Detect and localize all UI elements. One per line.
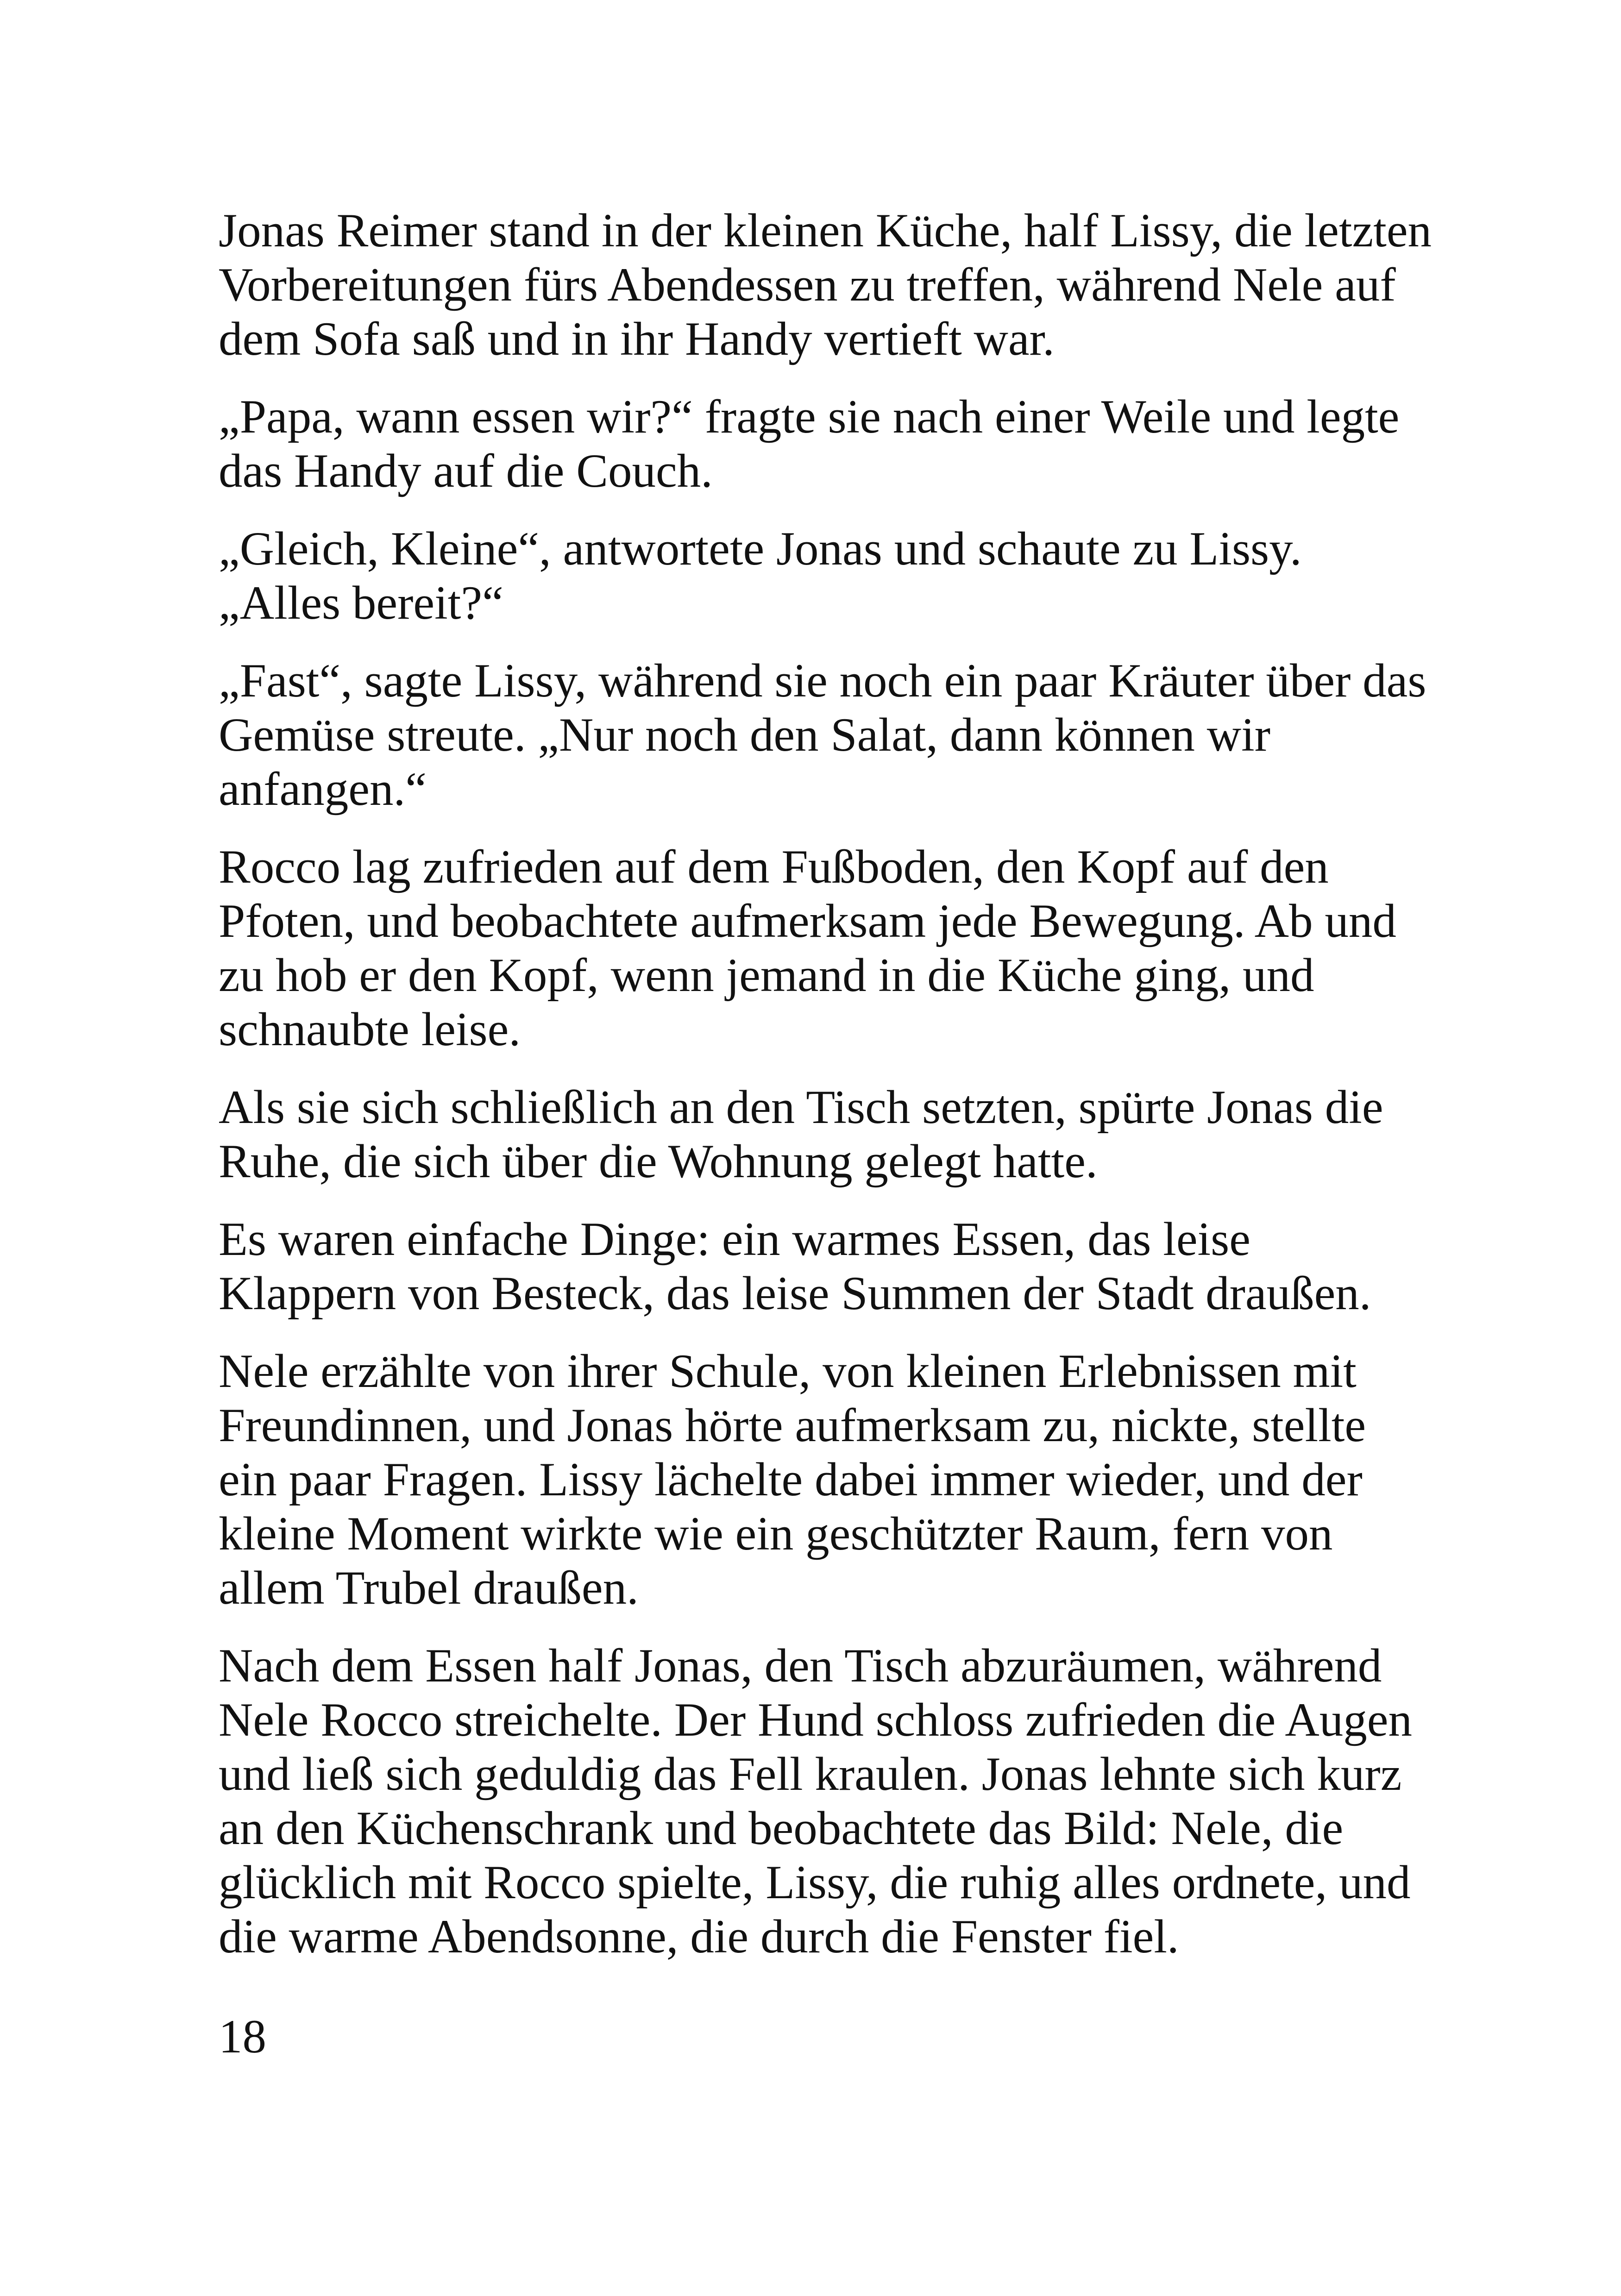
text-line: das Handy auf die Couch. [219,445,713,497]
text-line: dem Sofa saß und in ihr Handy vertieft war. [219,313,1055,365]
text-line: Gemüse streute. „Nur noch den Salat, dann können wir [219,709,1271,761]
text-line: zu hob er den Kopf, wenn jemand in die Küche ging, und [219,949,1314,1002]
text-line: kleine Moment wirkte wie ein geschützter Raum, fern von [219,1507,1333,1560]
paragraph [219,1080,1446,1189]
text-line: Rocco lag zufrieden auf dem Fußboden, den Kopf auf den [219,841,1329,893]
page-number: 18 [219,2010,266,2063]
text-line: Als sie sich schließlich an den Tisch setzten, spürte Jonas die [219,1081,1383,1134]
text-line: schnaubte leise. [219,1003,521,1056]
text-line: „Papa, wann essen wir?“ fragte sie nach einer Weile und legte [219,390,1400,443]
text-line: Freundinnen, und Jonas hörte aufmerksam zu, nickte, stellte [219,1399,1366,1452]
text-line: „Gleich, Kleine“, antwortete Jonas und schaute zu Lissy. [219,522,1302,575]
text-line: „Alles bereit?“ [219,577,503,629]
text-line: ein paar Fragen. Lissy lächelte dabei immer wieder, und der [219,1453,1363,1506]
text-line: die warme Abendsonne, die durch die Fenster fiel. [219,1910,1179,1963]
text-line: allem Trubel draußen. [219,1562,639,1614]
text-line: Nele erzählte von ihrer Schule, von kleinen Erlebnissen mit [219,1345,1357,1398]
text-line: Nach dem Essen half Jonas, den Tisch abzuräumen, während [219,1639,1382,1692]
paragraph [219,204,1446,366]
text-line: Pfoten, und beobachtete aufmerksam jede Bewegung. Ab und [219,895,1396,947]
text-line: glücklich mit Rocco spielte, Lissy, die ruhig alles ordnete, und [219,1856,1411,1909]
paragraph [219,390,1446,498]
text-line: und ließ sich geduldig das Fell kraulen. Jonas lehnte sich kurz [219,1748,1402,1800]
paragraph [219,840,1446,1057]
text-line: Jonas Reimer stand in der kleinen Küche, half Lissy, die letzten [219,204,1432,257]
text-line: Vorbereitungen fürs Abendessen zu treffen, während Nele auf [219,258,1396,311]
paragraph [219,1344,1446,1615]
text-line: anfangen.“ [219,763,427,816]
text-line: „Fast“, sagte Lissy, während sie noch ein paar Kräuter über das [219,654,1426,707]
text-line: Ruhe, die sich über die Wohnung gelegt hatte. [219,1135,1098,1188]
text-line: Nele Rocco streichelte. Der Hund schloss zufrieden die Augen [219,1694,1413,1746]
paragraph [219,522,1446,630]
text-line: Klappern von Besteck, das leise Summen der Stadt draußen. [219,1267,1371,1320]
paragraph [219,654,1446,816]
paragraph [219,1212,1446,1321]
body-text [219,204,1446,1988]
text-line: Es waren einfache Dinge: ein warmes Essen, das leise [219,1213,1250,1266]
paragraph [219,1639,1446,1964]
text-line: an den Küchenschrank und beobachtete das Bild: Nele, die [219,1802,1344,1855]
